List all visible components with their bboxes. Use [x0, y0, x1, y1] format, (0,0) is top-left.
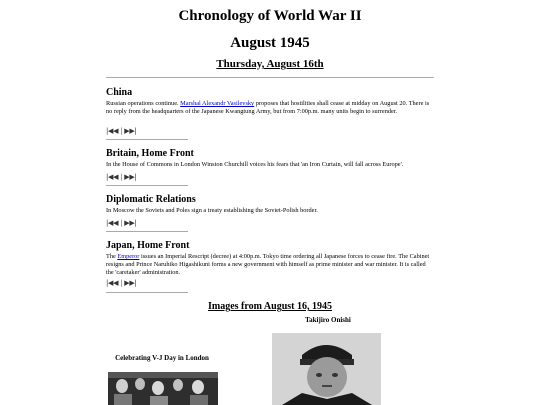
photo-caption: Takijiro Onishi: [305, 316, 351, 324]
nav-separator: |: [120, 279, 123, 287]
images-heading[interactable]: Images from August 16, 1945: [208, 301, 332, 312]
section-title: China: [106, 87, 133, 98]
next-button[interactable]: ▶▶|: [124, 173, 137, 181]
nav-separator: |: [120, 173, 123, 181]
body-text: Russian operations continue.: [106, 100, 181, 107]
divider: [106, 185, 188, 186]
section-body: In the House of Commons in London Winston Churchill voices his fears that 'an Iron Curtain, will fall across Europe'.: [106, 161, 404, 168]
section-title: Britain, Home Front: [106, 148, 194, 159]
photo-caption: Celebrating V-J Day in London: [115, 354, 209, 362]
section-title: Diplomatic Relations: [106, 194, 196, 205]
vj-day-photo[interactable]: [108, 372, 218, 405]
next-button[interactable]: ▶▶|: [124, 219, 137, 227]
divider: [106, 231, 188, 232]
first-button[interactable]: |◀◀: [106, 219, 119, 227]
body-text: issues an Imperial Rescript (decree) at 4:00p.m. Tokyo time ordering all Japanese forces to cease fire. The Cabinet resigns and Prince Naruhiko Higashikuni forms a new government with himself as prime minister and war minister. It is called the 'caretaker' administration.: [106, 253, 430, 276]
section-body: [106, 100, 434, 116]
section-japan: [106, 240, 434, 277]
body-text: The: [106, 253, 118, 260]
next-button[interactable]: ▶▶|: [124, 279, 137, 287]
section-nav: [106, 127, 137, 135]
section-nav: [106, 279, 137, 287]
divider: [106, 77, 434, 78]
next-button[interactable]: ▶▶|: [124, 127, 137, 135]
section-nav: [106, 173, 137, 181]
section-title: Japan, Home Front: [106, 240, 190, 251]
onishi-portrait-photo[interactable]: [272, 333, 381, 405]
section-body: [106, 253, 434, 277]
body-text: proposes that hostilities shall cease at midday on August 20. There is no reply from the headquarters of the Japanese Kwangtung Army, but from 7:00p.m. many units begin to surrender.: [106, 100, 430, 115]
nav-separator: |: [120, 127, 123, 135]
nav-separator: |: [120, 219, 123, 227]
first-button[interactable]: |◀◀: [106, 279, 119, 287]
month-heading: August 1945: [230, 35, 310, 51]
first-button[interactable]: |◀◀: [106, 127, 119, 135]
section-nav: [106, 219, 137, 227]
divider: [106, 292, 188, 293]
section-britain: [106, 148, 434, 169]
emperor-link[interactable]: Emperor: [117, 253, 140, 260]
section-body: In Moscow the Soviets and Poles sign a treaty establishing the Soviet-Polish border.: [106, 207, 318, 214]
section-diplomatic: [106, 194, 434, 215]
section-china: [106, 87, 434, 116]
day-heading: Thursday, August 16th: [216, 58, 324, 70]
first-button[interactable]: |◀◀: [106, 173, 119, 181]
vasilevsky-link[interactable]: Marshal Alexandr Vasilevsky: [180, 100, 255, 107]
page-title: Chronology of World War II: [178, 8, 362, 24]
divider: [106, 139, 188, 140]
